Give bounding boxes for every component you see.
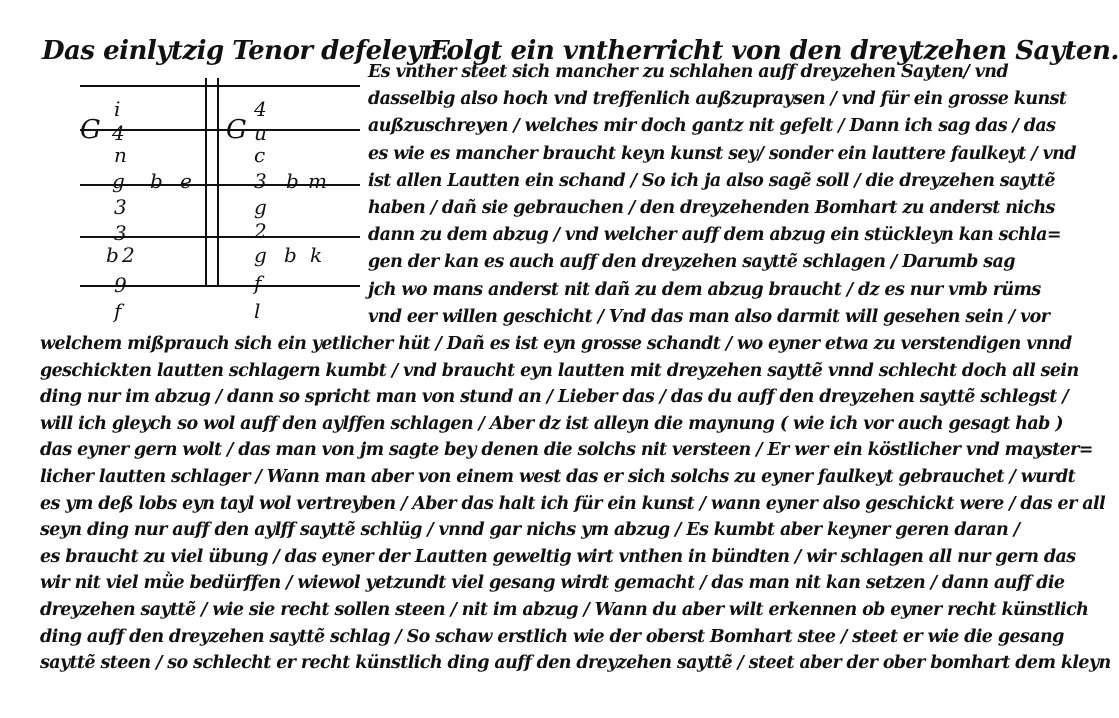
text-line: ding nur im abzug / dann so spricht man von stund an / Lieber das / das du auff den dreyzehen sayttẽ schlegst /: [40, 387, 1068, 408]
tab-glyph: c: [254, 143, 266, 167]
tab-glyph: b: [284, 243, 297, 267]
text-line: es wie es mancher braucht keyn kunst sey/ sonder ein lauttere faulkeyt / vnd: [368, 143, 1076, 164]
text-line: das eyner gern wolt / das man von jm sagte bey denen die solchs nit versteen / Er wer ein köstlicher vnd mayster=: [40, 440, 1093, 461]
tab-glyph: g: [254, 195, 267, 219]
text-line: außzuschreyen / welches mir doch gantz nit gefelt / Dann ich sag das / das: [368, 116, 1056, 137]
text-line: will ich gleych so wol auff den aylffen schlagen / Aber dz ist alleyn die maynung ( wie ich vor auch gesagt hab ): [40, 413, 1063, 434]
text-line: jch wo mans anderst nit dañ zu dem abzug braucht / dz es nur vmb rüms: [368, 279, 1041, 300]
tab-glyph: b: [150, 169, 163, 193]
text-line: es braucht zu viel übung / das eyner der Lautten geweltig wirt vnthen in bündten / wir schlagen all nur gern das: [40, 546, 1076, 567]
tab-glyph: f: [114, 299, 122, 323]
text-line: welchem mißprauch sich ein yetlicher hüt / Dañ es ist eyn grosse schandt / wo eyner etwa zu verstendigen vnnd: [40, 334, 1072, 354]
text-line: dasselbig also hoch vnd treffenlich außzupraysen / vnd für ein grosse kunst: [368, 89, 1067, 110]
text-line: vnd eer willen geschicht / Vnd das man also darmit will gesehen sein / vor: [368, 306, 1050, 327]
tab-glyph: g: [254, 243, 267, 267]
text-line: seyn ding nur auff den aylff sayttẽ schlüg / vnnd gar nichs ym abzug / Es kumbt aber keyner geren daran /: [40, 520, 1020, 541]
tab-glyph: g: [112, 169, 125, 193]
tab-glyph: l: [254, 299, 261, 323]
tab-label: G: [80, 115, 101, 145]
tab-glyph: 3: [114, 221, 127, 245]
tab-glyph: b: [106, 243, 119, 267]
text-line: dann zu dem abzug / vnd welcher auff dem abzug ein stückleyn kan schla=: [368, 225, 1061, 246]
text-line: dreyzehen sayttẽ / wie sie recht sollen steen / nit im abzug / Wann du aber wilt erkennen ob eyner recht künstlich: [40, 600, 1089, 620]
tab-glyph: 3: [254, 169, 267, 193]
text-line: haben / dañ sie gebrauchen / den dreyzehenden Bomhart zu anderst nichs: [368, 198, 1055, 218]
text-line: licher lautten schlager / Wann man aber von einem west das er sich solchs zu eyner faulkeyt gebrauchet / wurdt: [40, 467, 1076, 487]
text-line: es ym deß lobs eyn tayl wol vertreyben / Aber das halt ich für ein kunst / wann eyner also geschickt were / das er all: [40, 493, 1106, 514]
tab-glyph: 4: [112, 121, 125, 145]
tab-glyph: 2: [122, 243, 135, 267]
tab-glyph: u: [254, 121, 267, 145]
tab-glyph: 4: [254, 97, 267, 121]
text-line: sayttẽ steen / so schlecht er recht künstlich ding auff den dreyzehen sayttẽ / steet aber der ober bomhart dem kleyn: [40, 653, 1111, 674]
tab-glyph: 2: [254, 219, 267, 243]
tab-glyph: f: [254, 271, 262, 295]
text-line: wir nit viel mǜe bedürffen / wiewol yetzundt viel gesang wirdt gemacht / das man nit kan setzen / dann auff die: [40, 573, 1065, 594]
text-line: ding auff den dreyzehen sayttẽ schlag / So schaw erstlich wie der oberst Bomhart stee / steet er wie die gesang: [40, 626, 1064, 647]
text-line: ist allen Lautten ein schand / So ich ja also sagẽ soll / die dreyzehen sayttẽ: [368, 170, 1055, 191]
heading-right: Folgt ein vntherricht von den dreytzehen Sayten.: [430, 36, 1119, 66]
tab-glyph: 9: [114, 273, 127, 297]
text-line: geschickten lautten schlagern kumbt / vnd braucht eyn lautten mit dreyzehen sayttẽ vnnd schlecht doch all sein: [40, 360, 1079, 381]
tab-label: G: [226, 115, 247, 145]
text-line: gen der kan es auch auff den dreyzehen sayttẽ schlagen / Darumb sag: [368, 252, 1015, 273]
text-line: Es vnther steet sich mancher zu schlahen auff dreyzehen Sayten/ vnd: [368, 62, 1009, 82]
tab-glyph: 3: [114, 195, 127, 219]
tab-glyph: k: [310, 243, 323, 267]
heading-left: Das einlytzig Tenor defeleyn.: [42, 36, 449, 66]
tab-glyph: n: [114, 143, 127, 167]
tab-glyph: b: [286, 169, 299, 193]
tab-glyph: e: [180, 169, 192, 193]
tab-glyph: m: [308, 169, 327, 193]
tab-glyph: i: [114, 97, 121, 121]
